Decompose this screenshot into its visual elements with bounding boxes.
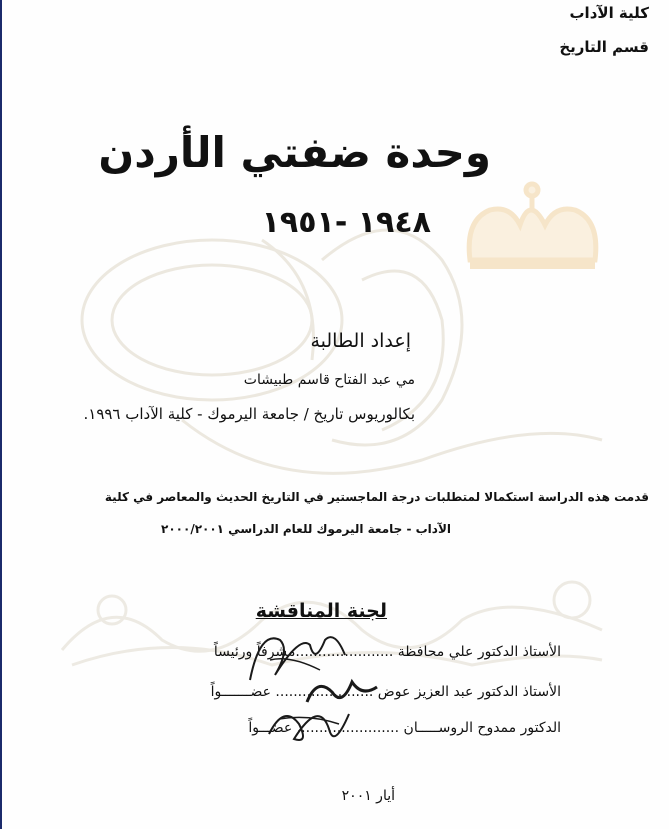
submission-statement-line1: قدمت هذه الدراسة استكمالا لمتطلبات درجة الماجستير في التاريخ الحديث والمعاصر في كلية [104, 490, 649, 504]
committee-title: لجنة المناقشة [255, 600, 387, 622]
committee-member-2: الأستاذ الدكتور عبد العزيز عوض ...................... عضـــــــواً [210, 684, 561, 700]
student-name: مي عبد الفتاح قاسم طبيشات [243, 372, 415, 388]
thesis-years: ١٩٤٨ -١٩٥١ [261, 205, 431, 240]
submission-date: أيار ٢٠٠١ [341, 788, 395, 804]
signature-3 [264, 694, 354, 754]
student-degree: بكالوريوس تاريخ / جامعة اليرموك - كلية الآداب ١٩٩٦. [83, 405, 415, 423]
submission-statement-line2: الآداب - جامعة اليرموك للعام الدراسي ٢٠٠٠/٢٠٠١ [161, 522, 451, 536]
prepared-by-label: إعداد الطالبة [310, 330, 411, 352]
committee-member-3: الدكتور ممدوح الروســـــان ....................... عضـــواً [248, 720, 561, 736]
department-name: قسم التاريخ [559, 38, 649, 56]
committee-member-supervisor: الأستاذ الدكتور علي محافظة ......................مشرفاً ورئيساً [213, 644, 561, 660]
faculty-name: كلية الآداب [569, 4, 649, 22]
thesis-title: وحدة ضفتي الأردن [98, 128, 491, 177]
